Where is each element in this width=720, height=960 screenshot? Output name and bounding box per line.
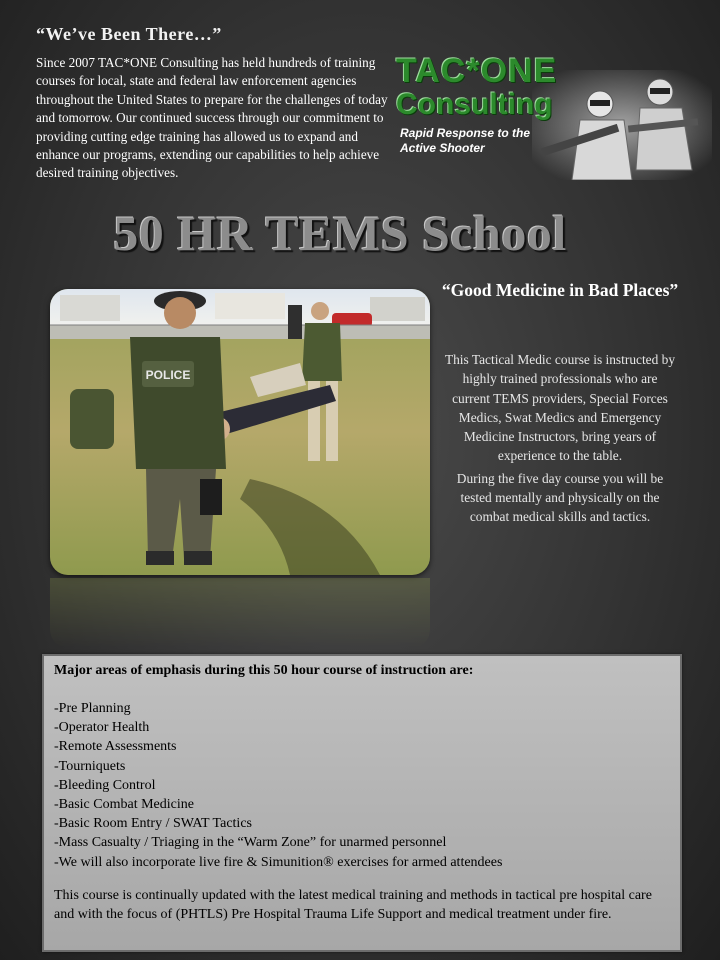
- logo-tagline-line1: Rapid Response to the: [400, 126, 531, 140]
- description-paragraph-2: During the five day course you will be tested mentally and physically on the combat medical skills and tactics.: [456, 470, 664, 525]
- quote-heading: “Good Medicine in Bad Places”: [441, 280, 679, 300]
- vest-label: POLICE: [145, 368, 191, 382]
- list-item: -Basic Room Entry / SWAT Tactics: [54, 816, 252, 832]
- page-title: 50 HR TEMS School: [113, 205, 567, 261]
- course-topics-box: [42, 654, 682, 952]
- photo-reflection: [50, 578, 430, 648]
- course-topics-heading: Major areas of emphasis during this 50 hour course of instruction are:: [54, 663, 474, 678]
- list-item: -We will also incorporate live fire & Simunition® exercises for armed attendees: [54, 854, 503, 870]
- casualty-carry-illustration: [50, 289, 430, 575]
- intro-heading: “We’ve Been There…”: [36, 24, 222, 44]
- logo-tagline-line2: Active Shooter: [400, 141, 485, 155]
- training-photo: [50, 289, 430, 575]
- course-topics-list: [54, 699, 670, 872]
- list-item: -Mass Casualty / Triaging in the “Warm Zone” for unarmed personnel: [54, 835, 447, 851]
- tac-one-logo: [390, 50, 712, 180]
- logo-name-line1: TAC*ONE: [396, 52, 558, 90]
- description-paragraph-1: This Tactical Medic course is instructed by highly trained professionals who are current TEMS providers, Special Forces Medics, Swat Medics and Emergency Medicine Instructors, bring years of experience to the table.: [444, 352, 676, 464]
- list-item: -Remote Assessments: [54, 739, 177, 755]
- list-item: -Operator Health: [54, 720, 150, 736]
- list-item: -Basic Combat Medicine: [54, 797, 194, 813]
- course-description: [444, 350, 676, 530]
- intro-paragraph: Since 2007 TAC*ONE Consulting has held hundreds of training courses for local, state and federal law enforcement agencies throughout the United States to prepare for the challenges of today and tomorrow. Our continued success through our commitment to providing cutting edge training has allowed us to expand and enhance our programs, extending our capabilities to help achieve desired training objectives.: [36, 55, 388, 181]
- list-item: -Pre Planning: [54, 701, 131, 716]
- course-closing-text: This course is continually updated with the latest medical training and methods in tactical pre hospital care and with the focus of (PHTLS) Pre Hospital Trauma Life Support and medical treatment under fire.: [54, 887, 652, 923]
- list-item: -Tourniquets: [54, 758, 126, 774]
- tactical-operators-graphic: [532, 70, 712, 180]
- list-item: -Bleeding Control: [54, 777, 156, 793]
- logo-name-line2: Consulting: [396, 88, 553, 121]
